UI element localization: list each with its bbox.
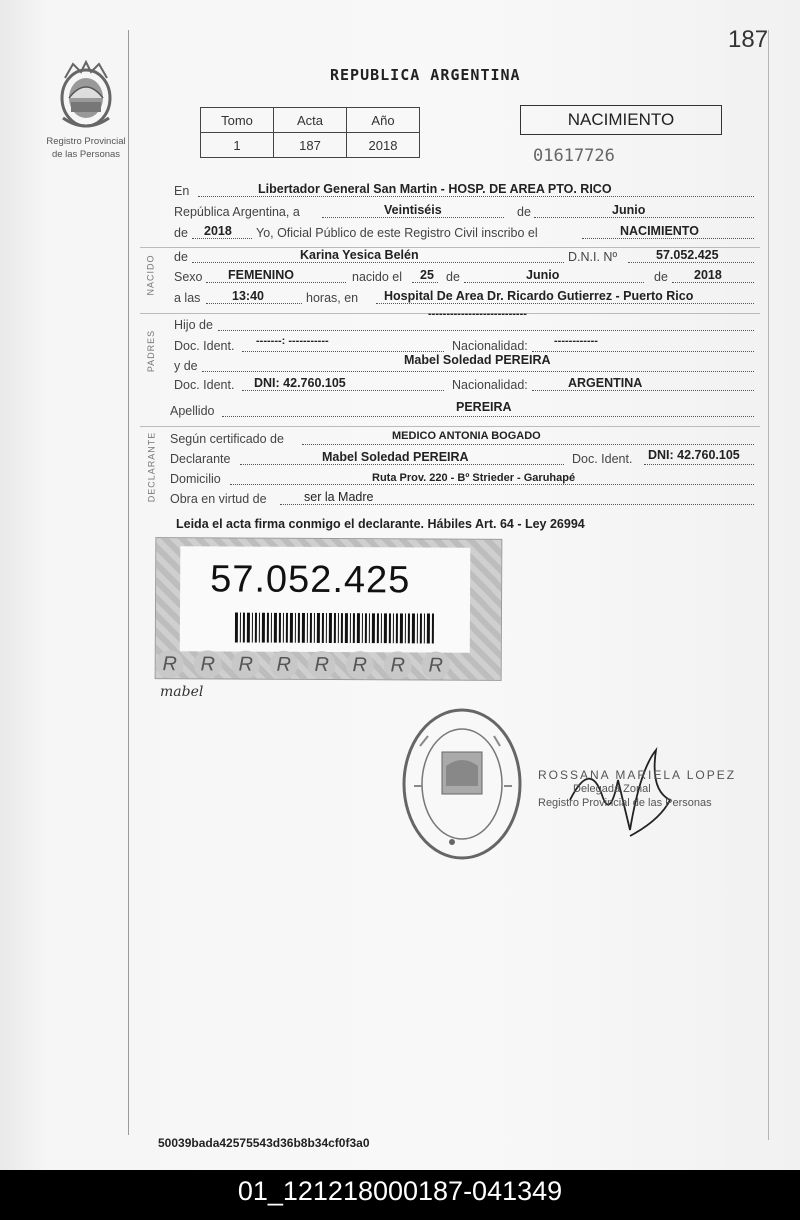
label-nac-de: de <box>446 270 460 284</box>
sticker-pattern <box>156 650 501 680</box>
label-declarante: Declarante <box>170 452 231 466</box>
row-doc1 <box>172 335 754 355</box>
label-nac2: Nacionalidad: <box>452 378 528 392</box>
table-cell: 2018 <box>347 133 420 158</box>
table-header: Acta <box>274 108 347 133</box>
row-oficial <box>172 222 754 242</box>
dotted-line <box>218 329 754 331</box>
footer-id-bar: 01_121218000187-041349 <box>0 1170 800 1220</box>
official-name: ROSSANA MARIELA LOPEZ <box>538 768 737 782</box>
value-lugar: Hospital De Area Dr. Ricardo Gutierrez - Puerto Rico <box>384 289 694 303</box>
document-hash: 50039bada42575543d36b8b34cf0f3a0 <box>158 1136 370 1150</box>
declarant-signature: mabel <box>160 684 204 700</box>
row-certificado <box>172 428 754 448</box>
official-org: Registro Provincial de las Personas <box>538 797 712 809</box>
logo-caption-line1: Registro Provincial <box>46 136 126 147</box>
label-obra: Obra en virtud de <box>170 492 267 506</box>
label-de: de <box>517 205 531 219</box>
serial-number: 01617726 <box>533 146 615 166</box>
value-doc3: DNI: 42.760.105 <box>648 448 740 462</box>
label-oficial: Yo, Oficial Público de este Registro Civil inscribo el <box>256 226 538 240</box>
row-republica <box>172 201 754 221</box>
label-domicilio: Domicilio <box>170 472 221 486</box>
label-republica: República Argentina, a <box>174 205 300 219</box>
table-header: Año <box>347 108 420 133</box>
label-certificado: Según certificado de <box>170 432 284 446</box>
row-doc2 <box>172 374 754 394</box>
value-mes: Junio <box>612 203 646 217</box>
sticker-r-mark: R <box>270 651 298 679</box>
value-nombre: Karina Yesica Belén <box>300 248 419 262</box>
row-madre <box>172 355 754 375</box>
label-yde: y de <box>174 359 198 373</box>
value-nac-dia: 25 <box>420 268 434 282</box>
coat-of-arms-icon <box>55 58 117 134</box>
official-stamp-text <box>538 768 736 810</box>
label-horas: horas, en <box>306 291 359 305</box>
row-hora <box>172 287 754 307</box>
side-label-nacido: NACIDO <box>145 254 156 296</box>
label-de-year: de <box>174 226 188 240</box>
document-title: REPUBLICA ARGENTINA <box>330 66 521 84</box>
value-domicilio: Ruta Prov. 220 - Bº Strieder - Garuhapé <box>372 472 576 484</box>
dotted-line <box>532 350 754 352</box>
closing-note: Leida el acta firma conmigo el declarante. Hábiles Art. 64 - Ley 26994 <box>176 517 585 531</box>
row-apellido <box>172 400 754 420</box>
value-doc2: DNI: 42.760.105 <box>254 376 346 390</box>
dotted-line <box>242 350 444 352</box>
barcode-icon <box>235 613 435 644</box>
value-hora: 13:40 <box>232 289 264 303</box>
right-edge-line <box>768 30 769 1140</box>
tomo-acta-ano-table <box>200 107 420 158</box>
row-en <box>172 180 754 200</box>
label-alas: a las <box>174 291 201 305</box>
sticker-r-mark: R <box>384 651 412 679</box>
dotted-line <box>532 389 754 391</box>
value-obra: ser la Madre <box>304 490 374 504</box>
value-dni: 57.052.425 <box>656 248 719 262</box>
value-madre: Mabel Soledad PEREIRA <box>404 353 551 367</box>
dotted-line <box>302 443 754 445</box>
row-obra <box>172 488 754 508</box>
sticker-r-mark: R <box>308 651 336 679</box>
label-apellido: Apellido <box>170 404 215 418</box>
label-nac-de2: de <box>654 270 668 284</box>
side-label-padres: PADRES <box>146 329 157 373</box>
sticker-r-mark: R <box>232 650 260 678</box>
value-nac2: ARGENTINA <box>568 376 643 390</box>
value-nac-mes: Junio <box>526 268 560 282</box>
value-dia: Veintiséis <box>384 203 442 217</box>
logo-caption-line2: de las Personas <box>51 149 121 160</box>
dotted-line <box>644 463 754 465</box>
row-declarante <box>172 448 754 468</box>
value-declarante: Mabel Soledad PEREIRA <box>322 450 469 464</box>
value-hijo: --------------------------- <box>428 308 527 320</box>
sticker-number: 57.052.425 <box>210 558 411 602</box>
row-hijo <box>172 308 754 334</box>
dotted-line <box>202 370 754 372</box>
margin-line <box>128 30 129 1135</box>
official-seal-icon <box>400 706 525 861</box>
security-sticker <box>155 537 503 681</box>
value-inscribo: NACIMIENTO <box>620 224 699 238</box>
side-label-declarante: DECLARANTE <box>146 431 157 503</box>
label-en: En <box>174 184 190 198</box>
sticker-label <box>180 546 471 653</box>
page-number: 187 <box>728 26 769 53</box>
value-nac-year: 2018 <box>694 268 722 282</box>
sticker-r-mark: R <box>156 650 184 678</box>
sticker-r-mark: R <box>194 650 222 678</box>
label-sexo: Sexo <box>174 270 203 284</box>
label-hijo: Hijo de <box>174 318 213 332</box>
dotted-line <box>222 415 754 417</box>
sticker-r-mark: R <box>422 651 450 679</box>
table-header: Tomo <box>201 108 274 133</box>
label-doc2: Doc. Ident. <box>174 378 235 392</box>
label-doc3: Doc. Ident. <box>572 452 633 466</box>
label-nac1: Nacionalidad: <box>452 339 528 353</box>
registro-logo <box>46 58 126 160</box>
value-en: Libertador General San Martin - HOSP. DE AREA PTO. RICO <box>258 182 612 196</box>
value-certificado: MEDICO ANTONIA BOGADO <box>392 430 541 442</box>
table-cell: 1 <box>201 133 274 158</box>
value-doc1: -------: ----------- <box>256 335 329 347</box>
sticker-r-mark: R <box>346 651 374 679</box>
record-type-box: NACIMIENTO <box>520 105 722 135</box>
value-sexo: FEMENINO <box>228 268 294 282</box>
table-cell: 187 <box>274 133 347 158</box>
label-doc1: Doc. Ident. <box>174 339 235 353</box>
label-dni: D.N.I. Nº <box>568 250 618 264</box>
official-role: Delegada Zonal <box>573 783 651 795</box>
row-domicilio <box>172 468 754 488</box>
label-nacido: nacido el <box>352 270 403 284</box>
value-year: 2018 <box>204 224 232 238</box>
row-sexo <box>172 266 754 286</box>
value-apellido: PEREIRA <box>456 400 512 414</box>
row-nombre <box>172 246 754 266</box>
section-divider <box>140 426 760 427</box>
value-nac1: ------------ <box>554 335 598 347</box>
label-de2: de <box>174 250 188 264</box>
